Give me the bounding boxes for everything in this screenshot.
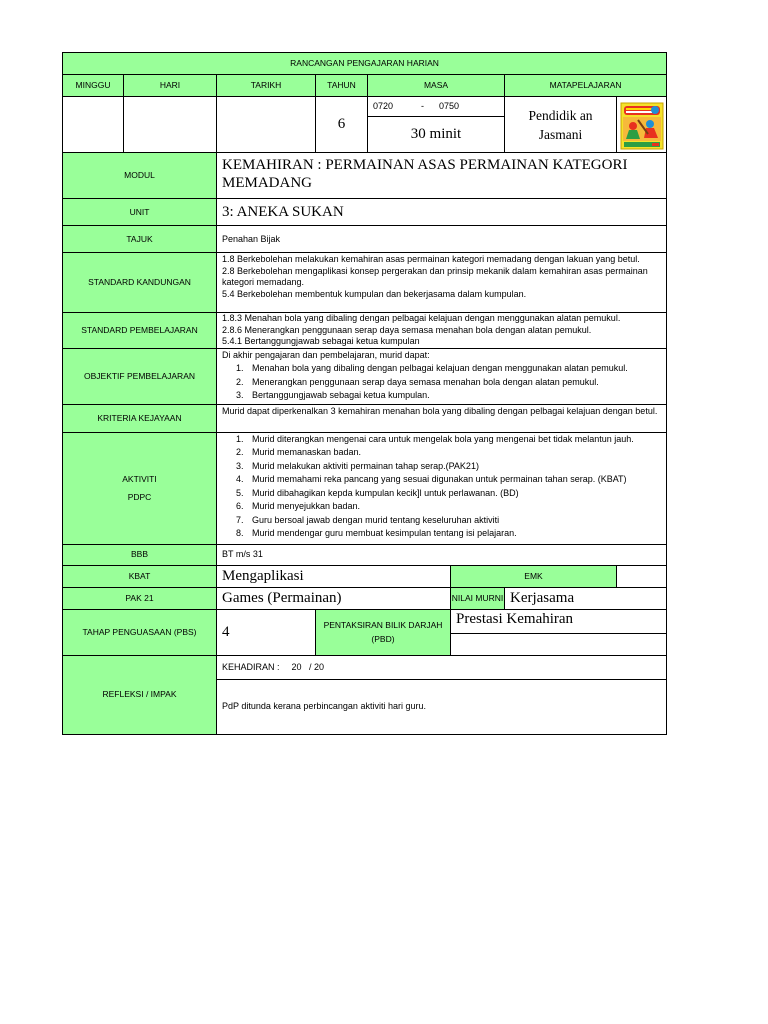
pbd-value: Prestasi Kemahiran: [451, 609, 667, 633]
masa-header: MASA: [368, 75, 505, 97]
aktiviti-label: [63, 432, 217, 544]
lesson-plan-document: [62, 52, 666, 735]
aktiviti-item: 7. Guru bersoal jawab dengan murid tentang keseluruhan aktiviti: [246, 514, 661, 528]
pbd-empty: [451, 633, 667, 655]
masa-start: 0720: [373, 101, 394, 111]
tahun-header: TAHUN: [316, 75, 368, 97]
objektif-list: [222, 362, 661, 403]
modul-value: KEMAHIRAN : PERMAINAN ASAS PERMAINAN KATEGORI MEMADANG: [217, 153, 667, 199]
tahun-value: 6: [316, 97, 368, 153]
pak21-label: PAK 21: [63, 587, 217, 609]
standard-pembelajaran-item: 5.4.1 Bertanggungjawab sebagai ketua kumpulan: [222, 336, 420, 346]
unit-label: UNIT: [63, 199, 217, 226]
hari-value: [124, 97, 217, 153]
pdpc-title: PDPC: [127, 492, 152, 502]
standard-pembelajaran-label: STANDARD PEMBELAJARAN: [63, 313, 217, 349]
kehadiran: [217, 655, 667, 679]
kbat-label: KBAT: [63, 565, 217, 587]
kriteria-label: KRITERIA KEJAYAAN: [63, 404, 217, 432]
emk-label: EMK: [451, 565, 617, 587]
standard-kandungan-item: 2.8 Berkebolehan mengaplikasi konsep pergerakan dan prinsip mekanik dalam kemahiran asas permainan kategori memadang.: [222, 265, 648, 287]
tahap-value: 4: [217, 609, 316, 655]
duration-value: 30 minit: [368, 117, 505, 153]
masa-end: 0750: [439, 101, 460, 111]
objektif-item: 2. Menerangkan penggunaan serap daya semasa menahan bola dengan alatan pemukul.: [246, 376, 661, 390]
matapelajaran-header: MATAPELAJARAN: [505, 75, 667, 97]
page-title: RANCANGAN PENGAJARAN HARIAN: [63, 53, 667, 75]
kbat-value: Mengaplikasi: [217, 565, 451, 587]
standard-kandungan-item: 1.8 Berkebolehan melakukan kemahiran asas permainan kategori memadang dengan lakuan yang betul.: [222, 254, 640, 264]
standard-kandungan-label: STANDARD KANDUNGAN: [63, 253, 217, 313]
aktiviti-list: [222, 433, 661, 541]
lesson-plan-table: [62, 52, 667, 735]
subject-name: Pendidik an Jasmani: [505, 97, 617, 153]
tarikh-header: TARIKH: [217, 75, 316, 97]
masa-separator: -: [421, 101, 425, 111]
aktiviti-title: AKTIVITI: [122, 474, 157, 484]
standard-kandungan-item: 5.4 Berkebolehan membentuk kumpulan dan bekerjasama dalam kumpulan.: [222, 288, 527, 299]
refleksi-label: REFLEKSI / IMPAK: [63, 655, 217, 734]
aktiviti-item: 4. Murid memahami reka pancang yang sesuai digunakan untuk permainan tahan serap. (KBAT): [246, 473, 661, 487]
aktiviti-item: 8. Murid mendengar guru membuat kesimpulan tentang isi pelajaran.: [246, 527, 661, 541]
refleksi-value: PdP ditunda kerana perbincangan aktiviti hari guru.: [217, 679, 667, 734]
tahap-label: TAHAP PENGUASAAN (PBS): [63, 609, 217, 655]
tajuk-value: Penahan Bijak: [217, 226, 667, 253]
nilai-murni-value: Kerjasama: [505, 587, 667, 609]
nilai-murni-label: NILAI MURNI: [451, 587, 505, 609]
objektif-intro: Di akhir pengajaran dan pembelajaran, murid dapat:: [222, 349, 430, 360]
aktiviti-value: [217, 432, 667, 544]
emk-value: [617, 565, 667, 587]
tarikh-value: [217, 97, 316, 153]
aktiviti-item: 3. Murid melakukan aktiviti permainan tahap serap.(PAK21): [246, 460, 661, 474]
aktiviti-item: 6. Murid menyejukkan badan.: [246, 500, 661, 514]
tajuk-label: TAJUK: [63, 226, 217, 253]
pak21-value: Games (Permainan): [217, 587, 451, 609]
minggu-value: [63, 97, 124, 153]
standard-kandungan-value: [217, 253, 667, 313]
aktiviti-item: 1. Murid diterangkan mengenai cara untuk mengelak bola yang mengenai bet tidak melantun jauh.: [246, 433, 661, 447]
kehadiran-label: KEHADIRAN :: [222, 661, 280, 672]
subject-logo-cell: [617, 97, 667, 153]
objektif-value: [217, 348, 667, 404]
masa-time: [368, 97, 505, 117]
unit-value: 3: ANEKA SUKAN: [217, 199, 667, 226]
aktiviti-item: 5. Murid dibahagikan kepda kumpulan kecik]l untuk perlawanan. (BD): [246, 487, 661, 501]
bbb-value: BT m/s 31: [217, 544, 667, 565]
standard-pembelajaran-item: 1.8.3 Menahan bola yang dibaling dengan pelbagai kelajuan dengan menggunakan alatan pemukul.: [222, 313, 621, 323]
kriteria-value: Murid dapat diperkenalkan 3 kemahiran menahan bola yang dibaling dengan pelbagai kelajuan dengan betul.: [217, 404, 667, 432]
pbd-label: PENTAKSIRAN BILIK DARJAH (PBD): [316, 609, 451, 655]
aktiviti-item: 2. Murid memanaskan badan.: [246, 446, 661, 460]
modul-label: MODUL: [63, 153, 217, 199]
book-cover-image: [620, 102, 664, 150]
standard-pembelajaran-value: [217, 313, 667, 349]
minggu-header: MINGGU: [63, 75, 124, 97]
bbb-label: BBB: [63, 544, 217, 565]
objektif-label: OBJEKTIF PEMBELAJARAN: [63, 348, 217, 404]
objektif-item: 1. Menahan bola yang dibaling dengan pelbagai kelajuan dengan menggunakan alatan pemukul.: [246, 362, 661, 376]
objektif-item: 3. Bertanggungjawab sebagai ketua kumpulan.: [246, 389, 661, 403]
kehadiran-value: 20 / 20: [291, 661, 325, 672]
hari-header: HARI: [124, 75, 217, 97]
standard-pembelajaran-item: 2.8.6 Menerangkan penggunaan serap daya semasa menahan bola dengan alatan pemukul.: [222, 324, 592, 335]
